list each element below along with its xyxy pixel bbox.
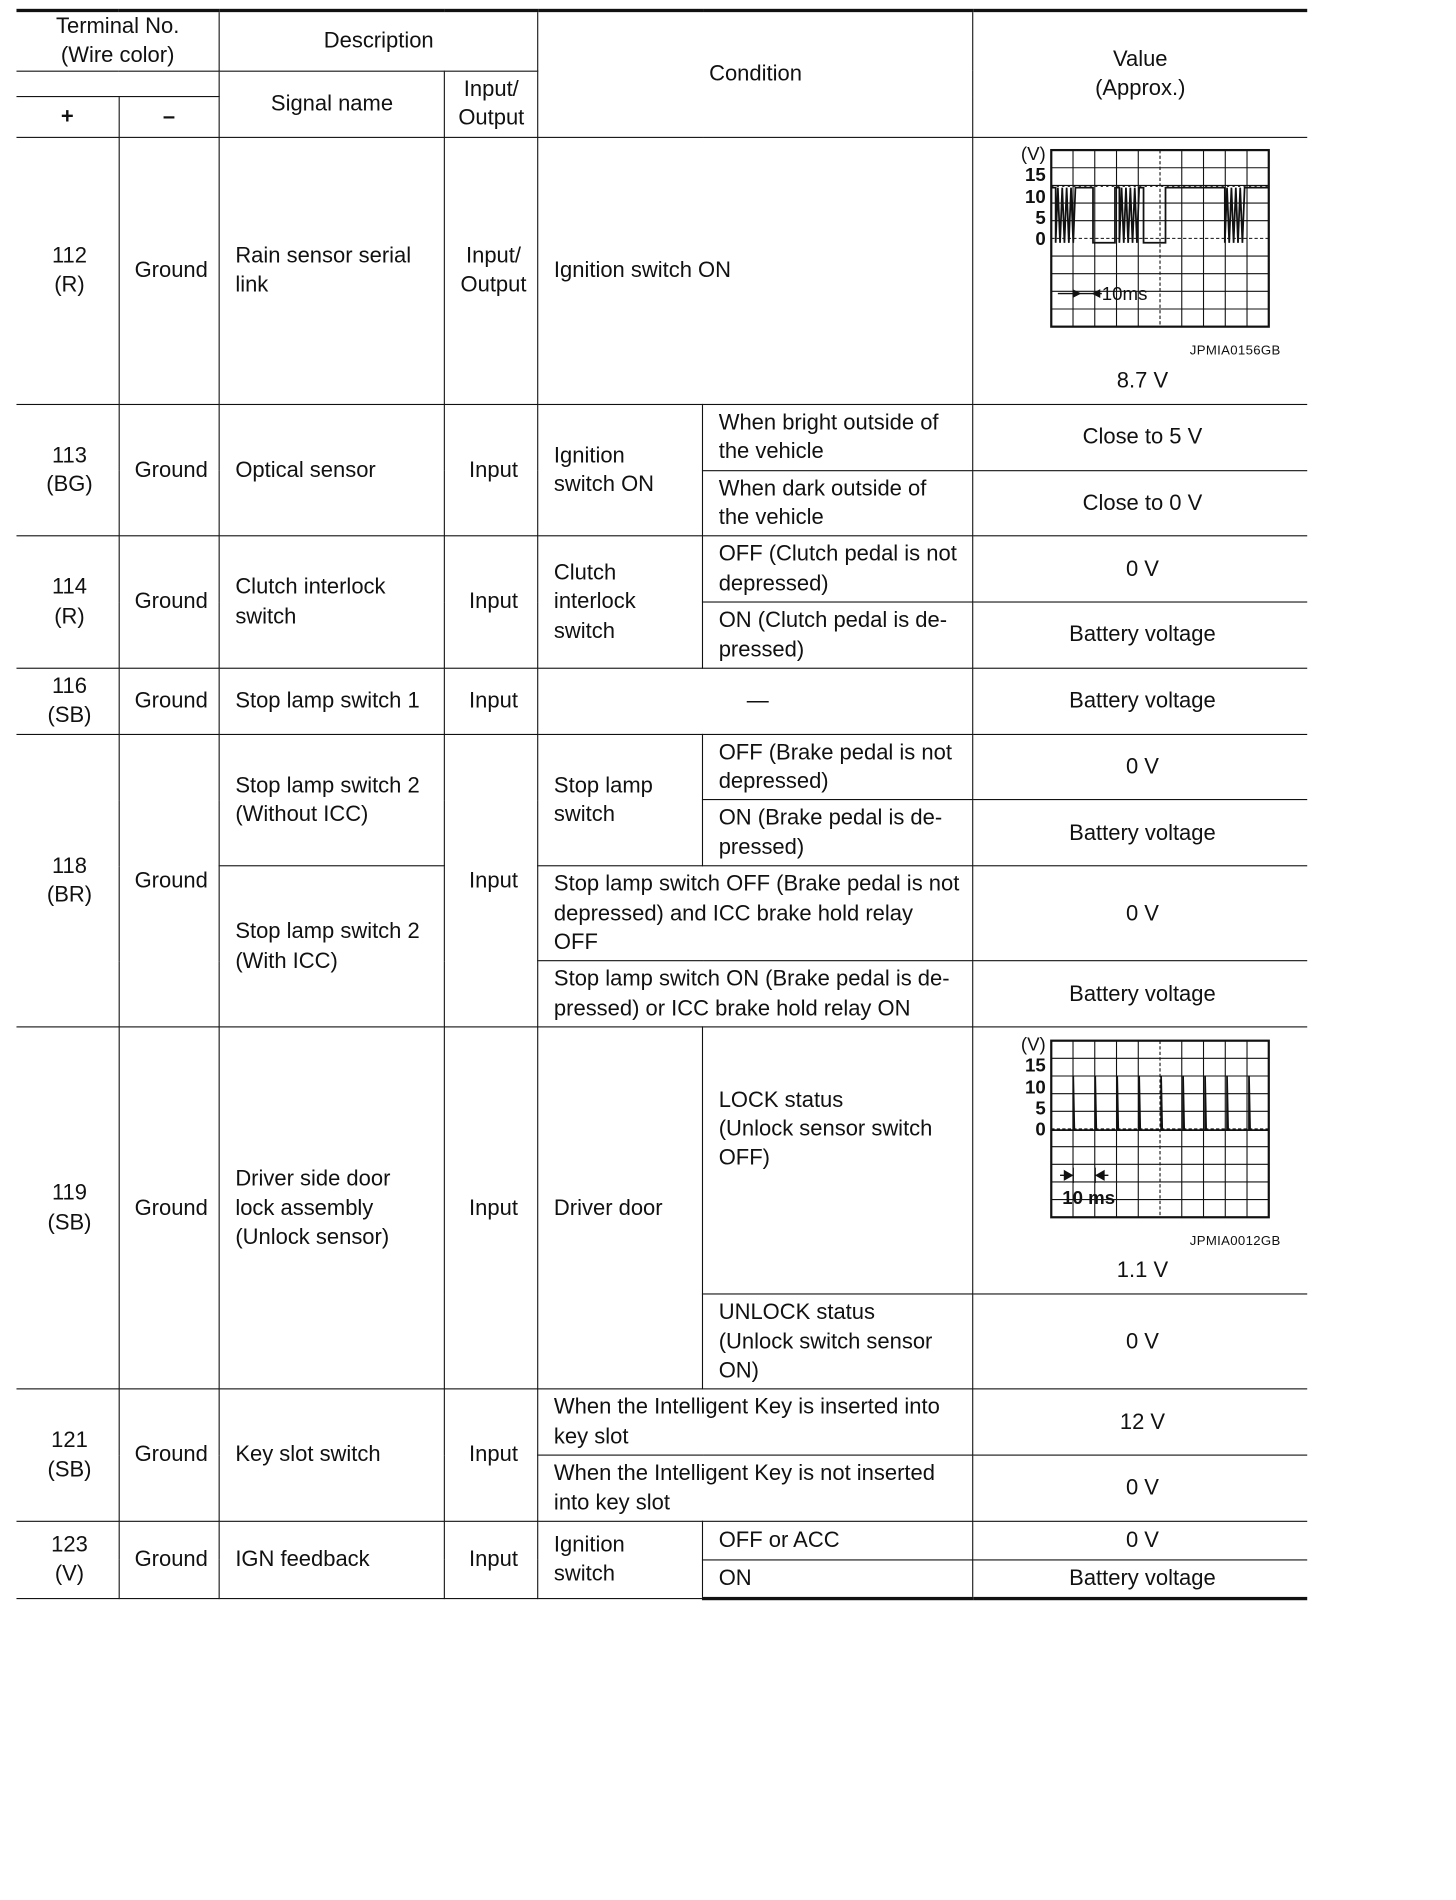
y-tick-10: 10 [1025,186,1046,208]
signal-name: Clutch interlock switch [219,536,444,668]
table-row [16,1521,1306,1560]
oscilloscope-waveform-pulse [1005,1036,1280,1224]
table-row [16,1027,1306,1294]
input-output: Input [445,1027,538,1389]
condition: When the Intelligent Key is not inserted into key slot [538,1455,973,1521]
terminal-121: 121 (SB) [16,1389,118,1521]
input-output: Input [445,1521,538,1598]
condition: Ignition switch ON [538,137,973,404]
condition-state: OFF or ACC [703,1521,973,1560]
signal-name: IGN feedback [219,1521,444,1598]
y-axis-unit: (V) [1020,145,1046,165]
header-value: Value (Approx.) [973,10,1307,137]
signal-name: Stop lamp switch 2 (With ICC) [219,866,444,1027]
ground-cell: Ground [119,1027,220,1389]
condition: When the Intelligent Key is inserted into key slot [538,1389,973,1455]
terminal-112: 112 (R) [16,137,118,404]
value: 0 V [973,1521,1307,1560]
value: Battery voltage [973,1560,1307,1599]
ground-cell: Ground [119,734,220,1027]
table-row [16,668,1306,734]
condition: Ignition switch [538,1521,703,1598]
ground-cell: Ground [119,1389,220,1521]
signal-name: Rain sensor serial link [219,137,444,404]
input-output: Input [445,404,538,536]
condition-state: When dark outside of the vehicle [703,470,973,536]
condition: Ignition switch ON [538,404,703,536]
waveform-cell-112 [973,137,1307,404]
header-plus: + [16,96,118,137]
table-row [16,404,1306,470]
condition-state: LOCK status (Unlock sensor switch OFF) [703,1027,973,1294]
signal-name: Stop lamp switch 1 [219,668,444,734]
y-tick-5: 5 [1035,1097,1046,1119]
condition-state: ON (Clutch pedal is de-pressed) [703,602,973,668]
time-div-label: 10 ms [1062,1186,1116,1208]
header-condition: Condition [538,10,973,137]
terminal-spec-table [16,9,1306,1600]
value: 0 V [973,1294,1307,1389]
waveform-cell-119 [973,1027,1307,1294]
figure-id: JPMIA0012GB [1189,1232,1281,1248]
condition: Clutch interlock switch [538,536,703,668]
terminal-119: 119 (SB) [16,1027,118,1389]
condition-state: When bright outside of the vehicle [703,404,973,470]
input-output: Input [445,668,538,734]
value: 0 V [973,734,1307,800]
condition: Stop lamp switch OFF (Brake pedal is not depressed) and ICC brake hold relay OFF [538,866,973,961]
ground-cell: Ground [119,404,220,536]
input-output: Input [445,734,538,1027]
terminal-118: 118 (BR) [16,734,118,1027]
condition-state: ON [703,1560,973,1599]
input-output: Input [445,536,538,668]
header-description: Description [219,10,538,70]
table-row [16,734,1306,800]
value: 12 V [973,1389,1307,1455]
value: Battery voltage [973,961,1307,1027]
terminal-123: 123 (V) [16,1521,118,1598]
condition: Stop lamp switch ON (Brake pedal is de-pressed) or ICC brake hold relay ON [538,961,973,1027]
condition-state: OFF (Clutch pedal is not depressed) [703,536,973,602]
signal-name: Stop lamp switch 2 (Without ICC) [219,734,444,866]
value: Close to 0 V [973,470,1307,536]
value: Close to 5 V [973,404,1307,470]
value: 0 V [973,866,1307,961]
ground-cell: Ground [119,137,220,404]
value: 8.7 V [1116,368,1169,393]
header-input-output: Input/ Output [445,71,538,137]
signal-name: Key slot switch [219,1389,444,1521]
y-tick-15: 15 [1025,164,1046,186]
y-axis-unit: (V) [1020,1035,1046,1055]
header-terminal-no: Terminal No. (Wire color) [16,10,219,70]
y-tick-0: 0 [1035,1118,1046,1140]
value: 0 V [973,1455,1307,1521]
value: Battery voltage [973,602,1307,668]
figure-id: JPMIA0156GB [1189,342,1281,358]
condition: Stop lamp switch [538,734,703,866]
value: 1.1 V [1116,1258,1169,1283]
terminal-116: 116 (SB) [16,668,118,734]
y-tick-10: 10 [1025,1076,1046,1098]
terminal-114: 114 (R) [16,536,118,668]
signal-name: Driver side door lock assembly (Unlock sensor) [219,1027,444,1389]
value: Battery voltage [973,668,1307,734]
condition: — [538,668,973,734]
value: 0 V [973,536,1307,602]
ground-cell: Ground [119,536,220,668]
table-row [16,1389,1306,1455]
time-div-label: 10ms [1101,283,1148,305]
value: Battery voltage [973,800,1307,866]
table-row [16,137,1306,404]
input-output: Input/ Output [445,137,538,404]
terminal-113: 113 (BG) [16,404,118,536]
y-tick-0: 0 [1035,228,1046,250]
ground-cell: Ground [119,668,220,734]
y-tick-5: 5 [1035,207,1046,229]
condition-state: ON (Brake pedal is de-pressed) [703,800,973,866]
table-row [16,536,1306,602]
y-tick-15: 15 [1025,1054,1046,1076]
header-signal-name: Signal name [219,71,444,137]
condition: Driver door [538,1027,703,1389]
condition-state: UNLOCK status (Unlock switch sensor ON) [703,1294,973,1389]
ground-cell: Ground [119,1521,220,1598]
input-output: Input [445,1389,538,1521]
header-minus: – [119,96,220,137]
condition-state: OFF (Brake pedal is not depressed) [703,734,973,800]
oscilloscope-waveform-square [1005,146,1280,334]
signal-name: Optical sensor [219,404,444,536]
